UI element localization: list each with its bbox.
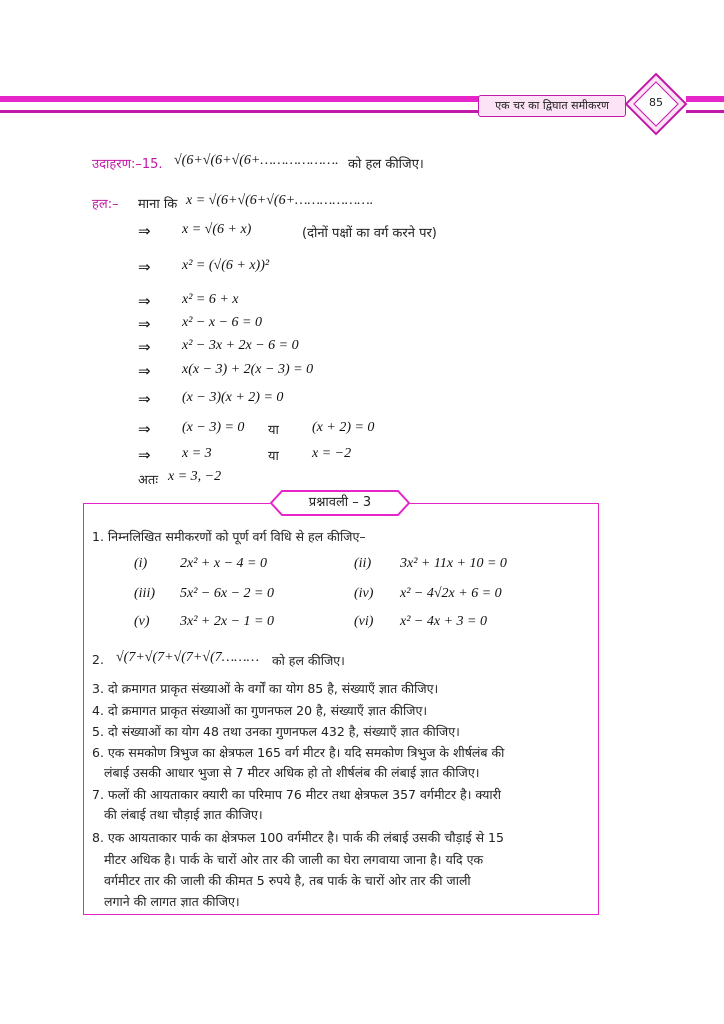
question-line: 7. फलों की आयताकार क्यारी का परिमाप 76 मीटर तथा क्षेत्रफल 357 वर्गमीटर है। क्यारी <box>92 787 501 802</box>
solution-label: हल:– <box>92 197 119 212</box>
step-or2-left: x = 3 <box>182 446 212 461</box>
page-number: 85 <box>649 96 663 109</box>
part-number: (iii) <box>134 586 155 601</box>
step-note: (दोनों पक्षों का वर्ग करने पर) <box>302 226 437 241</box>
step-arrow: ⇒ <box>138 390 151 408</box>
example-tail: को हल कीजिए। <box>348 157 424 172</box>
step-expression: x² = 6 + x <box>182 292 239 307</box>
part-expression: 3x² + 11x + 10 = 0 <box>400 556 507 571</box>
example-label: उदाहरण:–15. <box>92 157 163 172</box>
question-line: वर्गमीटर तार की जाली की कीमत 5 रुपये है, तब पार्क के चारों ओर तार की जाली <box>104 873 471 888</box>
part-number: (vi) <box>354 614 374 629</box>
part-expression: x² − 4x + 3 = 0 <box>400 614 487 629</box>
step-expression: (x − 3)(x + 2) = 0 <box>182 390 284 405</box>
step-or1-or: या <box>268 423 279 438</box>
step-expression: x = √(6 + x) <box>182 222 252 237</box>
question-1: 1. निम्नलिखित समीकरणों को पूर्ण वर्ग विधि से हल कीजिए– <box>92 529 366 544</box>
example-expression: √(6+√(6+√(6+………………. <box>174 153 339 168</box>
question-2-number: 2. <box>92 652 104 667</box>
step-arrow: ⇒ <box>138 258 151 276</box>
header-band-right-bottom <box>686 110 724 113</box>
question-line: 5. दो संख्याओं का योग 48 तथा उनका गुणनफल 432 है, संख्याएँ ज्ञात कीजिए। <box>92 724 460 739</box>
conclusion-label: अतः <box>138 473 158 488</box>
exercise-title: प्रश्नावली – 3 <box>308 495 372 510</box>
step-or1-right: (x + 2) = 0 <box>312 420 375 435</box>
question-line: की लंबाई तथा चौड़ाई ज्ञात कीजिए। <box>104 807 263 822</box>
step-expression: x² − 3x + 2x − 6 = 0 <box>182 338 299 353</box>
part-number: (v) <box>134 614 150 629</box>
question-2-expression: √(7+√(7+√(7+√(7……… <box>116 650 260 665</box>
part-expression: 2x² + x − 4 = 0 <box>180 556 267 571</box>
chapter-title: एक चर का द्विघात समीकरण <box>478 95 626 117</box>
part-number: (i) <box>134 556 148 571</box>
header-band-bottom <box>0 110 480 113</box>
step-arrow: ⇒ <box>138 315 151 333</box>
part-number: (iv) <box>354 586 374 601</box>
step-arrow: ⇒ <box>138 338 151 356</box>
step-arrow: ⇒ <box>138 222 151 240</box>
part-expression: 5x² − 6x − 2 = 0 <box>180 586 274 601</box>
question-line: लगाने की लागत ज्ञात कीजिए। <box>104 894 240 909</box>
solution-intro-expression: x = √(6+√(6+√(6+………………. <box>186 193 374 208</box>
question-line: 6. एक समकोण त्रिभुज का क्षेत्रफल 165 वर्ग मीटर है। यदि समकोण त्रिभुज के शीर्षलंब की <box>92 745 505 760</box>
step-arrow: ⇒ <box>138 446 151 464</box>
question-line: मीटर अधिक है। पार्क के चारों ओर तार की जाली का घेरा लगवाया जाना है। यदि एक <box>104 852 484 867</box>
step-expression: x(x − 3) + 2(x − 3) = 0 <box>182 362 314 377</box>
question-line: 8. एक आयताकार पार्क का क्षेत्रफल 100 वर्गमीटर है। पार्क की लंबाई उसकी चौड़ाई से 15 <box>92 830 504 845</box>
step-arrow: ⇒ <box>138 292 151 310</box>
step-or1-left: (x − 3) = 0 <box>182 420 245 435</box>
part-expression: x² − 4√2x + 6 = 0 <box>400 586 502 601</box>
part-expression: 3x² + 2x − 1 = 0 <box>180 614 274 629</box>
header-band-top <box>0 96 480 102</box>
solution-intro: माना कि <box>138 197 178 212</box>
question-line: लंबाई उसकी आधार भुजा से 7 मीटर अधिक हो तो शीर्षलंब की लंबाई ज्ञात कीजिए। <box>104 765 480 780</box>
step-or2-right: x = −2 <box>312 446 352 461</box>
step-expression: x² = (√(6 + x))² <box>182 258 270 273</box>
question-line: 4. दो क्रमागत प्राकृत संख्याओं का गुणनफल 20 है, संख्याएँ ज्ञात कीजिए। <box>92 703 428 718</box>
step-expression: x² − x − 6 = 0 <box>182 315 262 330</box>
question-2-tail: को हल कीजिए। <box>272 653 345 668</box>
step-arrow: ⇒ <box>138 420 151 438</box>
step-or2-or: या <box>268 449 279 464</box>
part-number: (ii) <box>354 556 372 571</box>
header-band-right <box>686 96 724 102</box>
question-line: 3. दो क्रमागत प्राकृत संख्याओं के वर्गों का योग 85 है, संख्याएँ ज्ञात कीजिए। <box>92 681 439 696</box>
conclusion-expression: x = 3, −2 <box>168 469 222 484</box>
step-arrow: ⇒ <box>138 362 151 380</box>
